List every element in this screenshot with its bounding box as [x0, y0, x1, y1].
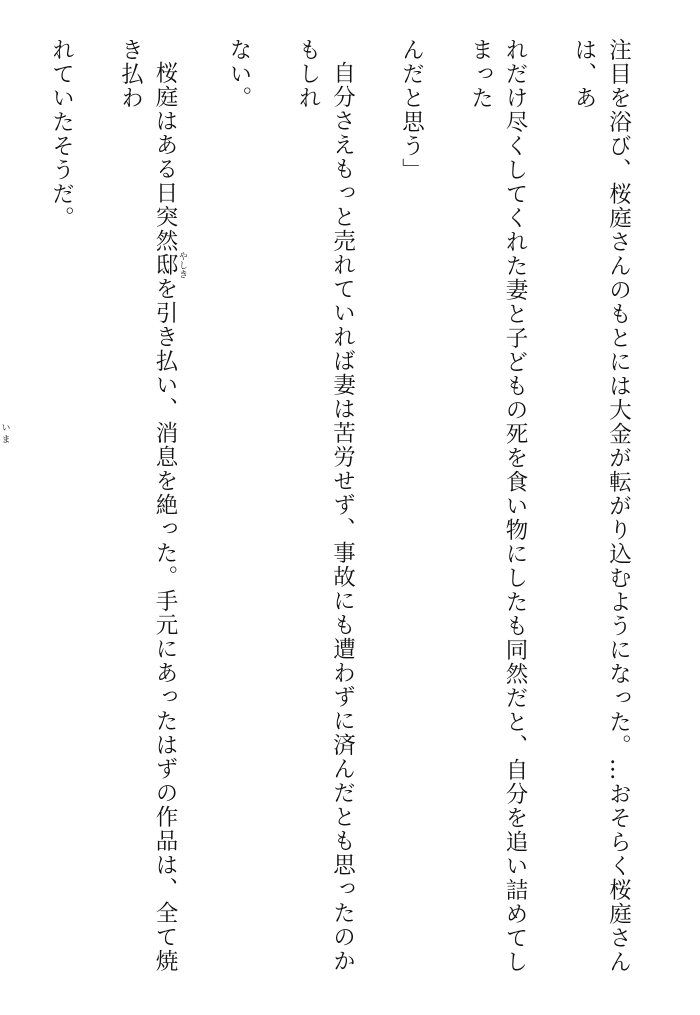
ima-ruby — [0, 420, 10, 445]
text-line-4: 自分さえもっと売れていれば妻は苦労せず、事故にも遭わずに済んだとも思ったのかもしれ — [295, 38, 356, 973]
ima-reading: いま — [0, 420, 10, 445]
text-line-3: んだと思う」 — [398, 38, 425, 182]
yashiki-ruby: 邸 やしき — [152, 251, 187, 278]
line6-part-b: を引き払い、消息を絶った。手元にあったはずの作品は、全て焼き払わ — [117, 38, 178, 973]
line8-part-a — [0, 61, 1, 421]
text-line-5: ない。 — [226, 38, 252, 110]
text-line-1: 注目を浴び、桜庭さんのもとには大金が転がり込むようになった。…おそらく桜庭さんは、あ — [571, 38, 632, 974]
text-line-2: れだけ尽くしてくれた妻と子どもの死を食い物にしたも同然だと、自分を追い詰めてしまった — [467, 38, 528, 974]
text-line-7: れていたそうだ。 — [48, 38, 75, 230]
text-line-8 — [0, 38, 10, 983]
line6-part-a: 桜庭はある日突然 — [152, 60, 178, 253]
text-line-6 — [113, 38, 187, 983]
vertical-text-body — [0, 38, 670, 983]
yashiki-reading: やしき — [177, 251, 187, 278]
